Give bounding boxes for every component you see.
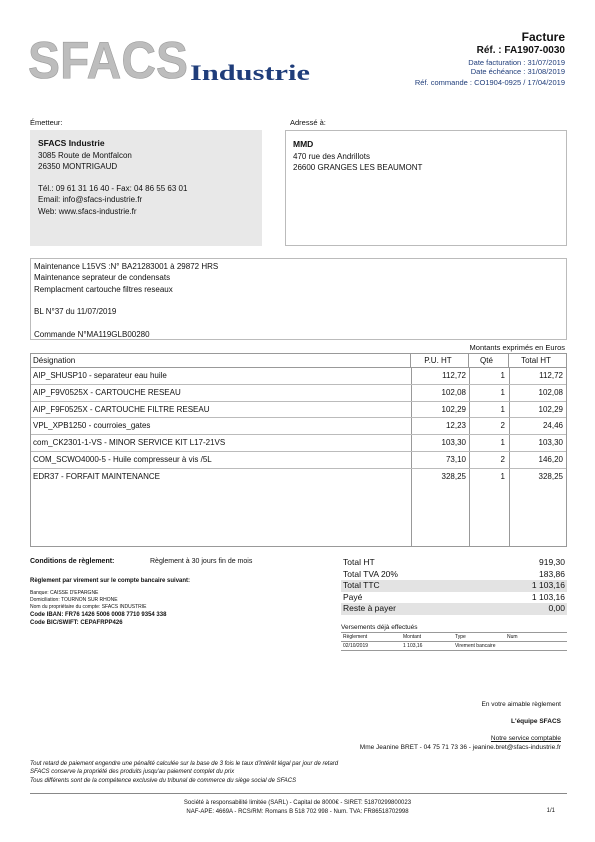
payments-title: Versements déjà effectués xyxy=(341,624,567,633)
recipient-name: MMD xyxy=(293,139,314,149)
cell-total: 103,30 xyxy=(538,438,563,448)
cell-designation: AIP_F9F0525X - CARTOUCHE FILTRE RESEAU xyxy=(33,404,210,414)
total-row xyxy=(341,580,567,592)
cell-unit-price: 103,30 xyxy=(441,438,466,448)
cell-total: 146,20 xyxy=(538,454,563,464)
cell-designation: AIP_SHUSP10 - separateur eau huile xyxy=(33,371,167,380)
emitter-box xyxy=(30,130,262,246)
account-owner: Nom du propriétaire du compte: SFACS INDUSTRIE xyxy=(30,604,147,610)
description-box xyxy=(30,258,567,340)
cell-quantity: 1 xyxy=(500,387,505,397)
emitter-address1: 3085 Route de Montfalcon xyxy=(38,150,132,160)
total-row xyxy=(341,592,567,604)
cell-unit-price: 102,08 xyxy=(441,387,466,397)
header-designation: Désignation xyxy=(31,354,411,367)
payments-header-reglement: Règlement xyxy=(343,634,368,640)
emitter-web: Web: www.sfacs-industrie.fr xyxy=(38,206,137,216)
total-label: Reste à payer xyxy=(343,603,396,614)
cell-quantity: 1 xyxy=(500,438,505,448)
total-value: 1 103,16 xyxy=(531,591,565,602)
total-label: Total TVA 20% xyxy=(343,568,398,579)
payments-header-num: Num xyxy=(507,634,518,640)
total-row xyxy=(341,557,567,569)
cell-total: 102,08 xyxy=(538,387,563,397)
closing-service: Notre service comptable xyxy=(490,735,561,742)
cell-quantity: 2 xyxy=(500,421,505,431)
transfer-title: Règlement par virement sur le compte bancaire suivant: xyxy=(30,578,191,584)
table-row xyxy=(31,469,566,486)
order-ref: Réf. commande : CO1904-0925 / 17/04/2019 xyxy=(414,78,565,87)
total-value: 919,30 xyxy=(539,557,565,567)
total-row xyxy=(341,603,567,615)
legal-note: SFACS conserve la propriété des produits jusqu'au paiement complet du prix xyxy=(30,769,235,776)
emitter-name: SFACS Industrie xyxy=(38,138,105,148)
bank-domiciliation: Domiciliation: TOURNON SUR RHONE xyxy=(30,597,118,603)
total-value: 183,86 xyxy=(539,568,565,579)
invoice-header xyxy=(415,30,565,87)
total-row xyxy=(341,569,567,581)
description-line: Maintenance seprateur de condensats xyxy=(34,273,171,283)
cell-total: 102,29 xyxy=(538,404,563,414)
svg-text:Industrie: Industrie xyxy=(190,60,311,85)
footer-divider xyxy=(30,793,567,794)
total-label: Payé xyxy=(343,591,363,602)
due-date: Date échéance : 31/08/2019 xyxy=(470,67,565,76)
payments-made xyxy=(341,624,567,651)
cell-unit-price: 73,10 xyxy=(445,454,466,464)
recipient-address1: 470 rue des Andrillots xyxy=(293,151,370,161)
conditions-label: Conditions de règlement: xyxy=(30,558,115,565)
totals-block xyxy=(341,557,567,615)
emitter-address2: 26350 MONTRIGAUD xyxy=(38,162,118,171)
footer xyxy=(0,799,595,817)
iban: Code IBAN: FR76 1426 5006 0008 7710 9354 338 xyxy=(30,612,167,618)
cell-quantity: 1 xyxy=(500,371,505,380)
closing-contact: Mme Jeanine BRET - 04 75 71 73 36 - jeanine.bret@sfacs-industrie.fr xyxy=(359,744,561,751)
description-line: Maintenance L15VS :N° BA21283001 à 29872 HRS xyxy=(34,262,219,271)
legal-notes xyxy=(30,760,338,785)
cell-unit-price: 328,25 xyxy=(441,471,466,481)
recipient-address2: 26600 GRANGES LES BEAUMONT xyxy=(293,163,423,172)
total-label: Total HT xyxy=(343,557,375,567)
billing-date: Date facturation : 31/07/2019 xyxy=(468,58,565,67)
footer-line: Société à responsabilité limitée (SARL) - Capital de 8000€ - SIRET: 51870299800023 xyxy=(183,800,412,806)
emitter-email: Email: info@sfacs-industrie.fr xyxy=(38,195,143,204)
table-row xyxy=(31,385,566,402)
payment-type: Virement bancaire xyxy=(455,643,496,649)
emitter-label: Émetteur: xyxy=(30,118,63,127)
header-unit-price: P.U. HT xyxy=(411,354,469,367)
cell-total: 112,72 xyxy=(539,371,563,380)
legal-note: Tous différents sont de la compétence exclusive du tribunal de commerce du siège social de SFACS xyxy=(30,777,297,784)
table-row xyxy=(31,435,566,452)
cell-designation: com_CK2301-1-VS - MINOR SERVICE KIT L17-21VS xyxy=(33,438,226,448)
cell-total: 328,25 xyxy=(538,471,563,481)
payments-header-montant: Montant xyxy=(403,634,422,640)
closing-team: L'équipe SFACS xyxy=(511,718,561,725)
table-row xyxy=(31,418,566,435)
cell-unit-price: 12,23 xyxy=(445,421,466,431)
invoice-title: Facture xyxy=(521,30,565,44)
payment-row xyxy=(341,642,567,651)
bic: Code BIC/SWIFT: CEPAFRPP426 xyxy=(30,620,123,626)
header-total: Total HT xyxy=(521,356,551,365)
cell-designation: EDR37 - FORFAIT MAINTENANCE xyxy=(33,471,160,481)
description-line: Remplacment cartouche filtres reseaux xyxy=(34,284,173,294)
cell-quantity: 1 xyxy=(500,404,505,414)
cell-total: 24,46 xyxy=(542,421,563,431)
table-header xyxy=(31,354,566,368)
svg-text:SFACS: SFACS xyxy=(28,36,188,86)
total-value: 1 103,16 xyxy=(531,580,565,591)
cell-unit-price: 112,72 xyxy=(442,371,466,380)
total-label: Total TTC xyxy=(343,580,380,591)
recipient-box xyxy=(285,130,567,246)
invoice-ref: Réf. : FA1907-0030 xyxy=(476,45,565,56)
payment-amount: 1 103,16 xyxy=(403,643,423,649)
footer-line: NAF-APE: 4669A - RCS/RM: Romans B 518 702 998 - Num. TVA: FR86518702998 xyxy=(186,809,409,815)
header-quantity: Qté xyxy=(469,354,509,367)
payments-header xyxy=(341,633,567,642)
payments-header-type: Type xyxy=(455,634,466,640)
legal-note: Tout retard de paiement engendre une pénalité calculée sur la base de 3 fois le taux d'intérêt légal par jour de retard xyxy=(30,761,339,767)
recipient-label: Adressé à: xyxy=(290,118,326,127)
cell-designation: COM_SCWO4000-5 - Huile compresseur à vis /5L xyxy=(33,454,212,464)
closing-salutation: En votre aimable règlement xyxy=(481,701,561,708)
emitter-tel: Tél.: 09 61 31 16 40 - Fax: 04 86 55 63 01 xyxy=(38,183,188,193)
bank-name: Banque: CAISSE D'EPARGNE xyxy=(30,590,99,596)
payment-conditions xyxy=(30,558,320,627)
table-row xyxy=(31,368,566,385)
cell-unit-price: 102,29 xyxy=(441,404,466,414)
company-logo xyxy=(28,36,318,86)
total-value: 0,00 xyxy=(548,603,565,614)
table-body xyxy=(31,368,566,546)
page-number: 1/1 xyxy=(546,808,555,814)
description-line: Commande N°MA119GLB00280 xyxy=(34,329,150,339)
currency-note: Montants exprimés en Euros xyxy=(469,343,565,352)
table-row xyxy=(31,402,566,419)
cell-quantity: 1 xyxy=(500,471,505,481)
cell-quantity: 2 xyxy=(500,454,505,464)
table-row xyxy=(31,452,566,469)
conditions-value: Règlement à 30 jours fin de mois xyxy=(150,558,253,565)
cell-designation: VPL_XPB1250 - courroies_gates xyxy=(33,421,151,431)
cell-designation: AIP_F9V0525X - CARTOUCHE RESEAU xyxy=(33,387,181,397)
payment-date: 02/10/2019 xyxy=(343,643,369,649)
items-table xyxy=(30,353,567,547)
description-line: BL N°37 du 11/07/2019 xyxy=(34,307,117,317)
